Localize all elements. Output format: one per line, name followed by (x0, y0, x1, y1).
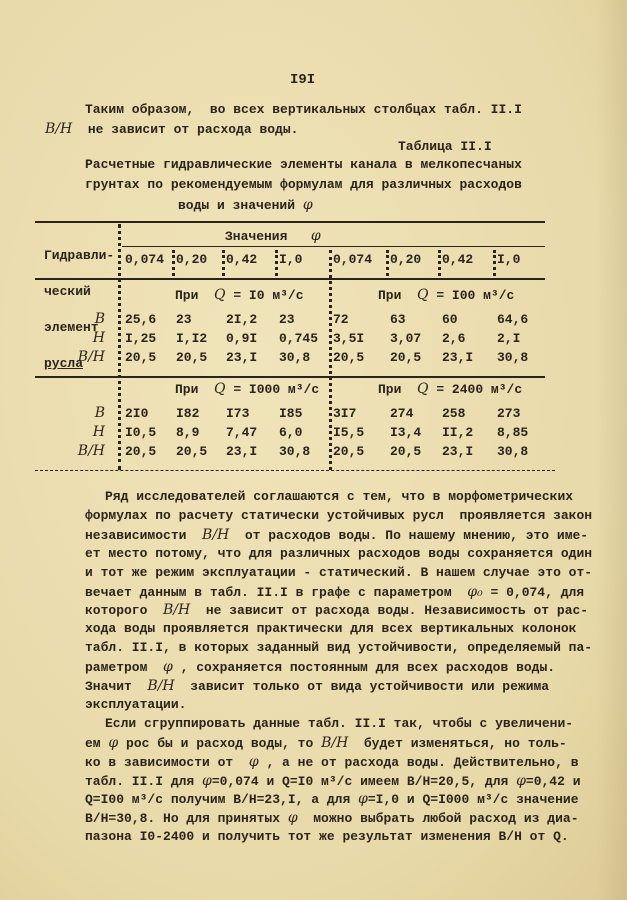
body-line (85, 508, 592, 524)
body-line (85, 546, 592, 562)
body-text-segment: не зависит от расхода воды. Независимость от рас- (190, 603, 589, 619)
body-line (85, 810, 579, 827)
discharge-caption (378, 287, 514, 304)
table-cell: 63 (390, 312, 406, 327)
table-cell: I73 (226, 406, 250, 421)
row-symbol: H (92, 330, 105, 346)
table-cell: 0,745 (279, 331, 319, 346)
q-symbol: Q (214, 381, 226, 397)
table-top-rule (35, 221, 545, 223)
caption-value: = I0 м³/с (233, 288, 304, 303)
math-symbol: B/H (202, 526, 230, 543)
table-cell: 273 (497, 406, 521, 421)
body-text-segment: ем (85, 735, 109, 751)
body-line (85, 659, 555, 676)
table-cell: 0,9I (226, 331, 258, 346)
table-cell: 23,I (226, 350, 258, 365)
q-symbol: Q (417, 381, 429, 397)
table-label: Таблица II.I (398, 139, 492, 154)
table-caption-2: грунтах по рекомендуемым формулам для различных расходов (85, 177, 522, 192)
body-text-segment: которого (85, 603, 164, 619)
math-symbol: φ (358, 791, 368, 808)
table-cell: 25,6 (125, 312, 157, 327)
col-separator (386, 250, 389, 276)
row-symbol: B/H (77, 349, 105, 365)
math-symbol: φ (163, 659, 173, 676)
body-line (85, 621, 576, 637)
table-cell: 20,5 (333, 444, 365, 459)
phi-value-header: 0,20 (176, 252, 208, 267)
body-text-segment: хода воды проявляется практически для всех вертикальных колонок (85, 621, 577, 637)
row-symbol: B/H (77, 443, 105, 459)
body-line (85, 791, 579, 808)
table-cell: 20,5 (333, 350, 365, 365)
body-text-segment: Если сгруппировать данные табл. II.I так, чтобы с увеличени- (105, 715, 574, 731)
row-header-line: Гидравли- (44, 248, 115, 263)
table-cell: 30,8 (279, 350, 311, 365)
body-line (105, 716, 573, 732)
caption-prefix: При (378, 288, 402, 303)
body-text-segment: независимости (85, 527, 203, 543)
row-header-line: русла (44, 356, 84, 371)
body-text-segment: раметром (85, 660, 164, 676)
math-symbol: φ (516, 772, 526, 789)
col-separator (493, 250, 496, 276)
col-separator (222, 250, 225, 276)
math-symbol: φ (248, 753, 259, 770)
table-cell: 30,8 (279, 444, 311, 459)
table-cell: 274 (390, 406, 414, 421)
body-text-segment: В/Н=30,8. Но для принятых (85, 811, 288, 827)
table-caption-1: Расчетные гидравлические элементы канала в мелкопесчаных (85, 157, 522, 172)
body-line (85, 584, 584, 601)
col-separator (172, 250, 175, 276)
body-text-segment: вечает данным в табл. II.I в графе с параметром (85, 584, 468, 600)
row-symbol: H (92, 424, 105, 440)
body-text-segment: =0,074 и Q=I0 м³/с имеем В/Н=20,5, для (211, 773, 517, 789)
table-cell: 72 (333, 312, 349, 327)
row-symbol: B (94, 311, 105, 327)
table-caption-3 (178, 197, 313, 214)
table-cell: 258 (442, 406, 466, 421)
table-cell: 60 (442, 312, 458, 327)
body-text-segment: формулах по расчету статически устойчивых русл проявляется закон (85, 507, 593, 523)
table-cell: I85 (279, 406, 303, 421)
body-text-segment: =I,0 и Q=I000 м³/с значение (367, 792, 579, 808)
body-text-segment: ко в зависимости от (85, 754, 249, 770)
page-number: I9I (290, 72, 316, 88)
body-text-segment: пазона I0-2400 и получить тот же результат изменения В/Н от Q. (85, 829, 569, 845)
table-cell: 23 (279, 312, 295, 327)
table-cell: 20,5 (390, 444, 422, 459)
values-header-text: Значения (225, 229, 288, 244)
phi-value-header: 0,20 (390, 252, 422, 267)
discharge-caption (378, 381, 522, 398)
caption-text: воды и значений (178, 198, 296, 213)
discharge-caption (175, 381, 319, 398)
body-line (85, 754, 579, 771)
body-line (85, 640, 592, 656)
table-cell: 23,I (442, 444, 474, 459)
caption-value: = 2400 м³/с (436, 382, 523, 397)
intro-text: не зависит от расхода воды. (72, 122, 299, 137)
col-separator (438, 250, 441, 276)
table-cell: 20,5 (125, 350, 157, 365)
page-edge-shadow (597, 0, 627, 900)
body-line (85, 527, 588, 544)
q-symbol: Q (417, 287, 429, 303)
table-cell: 30,8 (497, 444, 529, 459)
math-symbol: φ (108, 734, 119, 751)
values-header (225, 228, 321, 245)
body-text-segment: =0,42 и (525, 773, 581, 789)
body-text-segment: рос бы и расход воды, то (118, 735, 322, 751)
row-header-line: элемент (44, 320, 99, 335)
caption-value: = I00 м³/с (436, 288, 515, 303)
table-cell: 8,85 (497, 425, 529, 440)
table-cell: 2I,2 (226, 312, 258, 327)
body-line (85, 697, 186, 713)
body-line (85, 773, 581, 790)
table-cell: I82 (176, 406, 200, 421)
row-header (44, 226, 114, 394)
body-text-segment: = 0,074, для (482, 584, 585, 600)
col-separator (275, 250, 278, 276)
table-cell: 8,9 (176, 425, 200, 440)
header-rule (122, 246, 545, 247)
body-line (85, 565, 592, 581)
table-cell: 23,I (226, 444, 258, 459)
table-cell: 2,6 (442, 331, 466, 346)
table-cell: 23 (176, 312, 192, 327)
phi-value-header: I,0 (497, 252, 521, 267)
table-cell: 64,6 (497, 312, 529, 327)
body-line (85, 829, 569, 845)
body-text-segment: Q=I00 м³/с получим В/Н=23,I, а для (85, 792, 359, 808)
body-line (85, 735, 567, 752)
table-cell: I0,5 (125, 425, 157, 440)
intro-line-2 (45, 121, 298, 138)
body-text-segment: можно выбрать любой расход из диа- (297, 811, 579, 827)
body-text-segment: зависит только от вида устойчивости или режима (174, 679, 550, 694)
table-cell: 3I7 (333, 406, 357, 421)
body-text-segment: и тот же режим эксплуатации - статический. В нашем случае это от- (85, 564, 593, 580)
math-symbol: B/H (321, 734, 349, 751)
math-symbol: φ₀ (467, 583, 483, 600)
table-cell: II,2 (442, 425, 474, 440)
caption-value: = I000 м³/с (233, 382, 320, 397)
body-text-segment: табл. II.I, в которых заданный вид устойчивости, определяемый па- (85, 640, 593, 656)
row-header-separator (118, 224, 121, 470)
body-text-segment: Значит (85, 679, 148, 694)
table-cell: 3,5I (333, 331, 365, 346)
table-bottom-rule (35, 470, 555, 471)
body-text-segment: эксплуатации. (85, 696, 187, 712)
half-separator (329, 250, 332, 470)
math-symbol: φ (202, 772, 212, 789)
table-cell: I5,5 (333, 425, 365, 440)
body-text-segment: , а не от расхода воды. Действительно, в (258, 754, 579, 770)
body-line (85, 602, 588, 619)
math-symbol: φ (287, 810, 298, 827)
body-text-segment: , сохраняется постоянным для всех расходов воды. (172, 660, 556, 676)
table-cell: 23,I (442, 350, 474, 365)
body-line (85, 678, 549, 695)
row-symbol: B (94, 405, 105, 421)
body-text-segment: будет изменяться, но толь- (348, 735, 567, 751)
math-symbol: B/H (163, 602, 191, 619)
table-cell: 20,5 (176, 444, 208, 459)
body-text-segment: ет место потому, что для различных расходов воды сохраняется один (85, 545, 593, 561)
phi-value-header: 0,074 (333, 252, 373, 267)
table-cell: 20,5 (176, 350, 208, 365)
table-cell: 2I0 (125, 406, 149, 421)
table-cell: 20,5 (390, 350, 422, 365)
caption-prefix: При (175, 288, 199, 303)
body-line (105, 489, 573, 505)
table-cell: 3,07 (390, 331, 422, 346)
caption-prefix: При (378, 382, 402, 397)
discharge-caption (175, 287, 304, 304)
table-cell: I,I2 (176, 331, 208, 346)
bh-symbol: B/H (45, 121, 73, 137)
table-cell: 7,47 (226, 425, 258, 440)
phi-symbol: φ (302, 197, 313, 213)
phi-value-header: 0,074 (125, 252, 165, 267)
table-cell: I,25 (125, 331, 157, 346)
math-symbol: B/H (147, 678, 175, 694)
table-cell: 30,8 (497, 350, 529, 365)
phi-symbol: φ (310, 228, 321, 244)
body-text-segment: Ряд исследователей соглашаются с тем, что в морфометрических (105, 489, 574, 504)
intro-line-1: Таким образом, во всех вертикальных столбцах табл. II.I (85, 102, 522, 117)
phi-value-header: 0,42 (442, 252, 474, 267)
phi-value-header: I,0 (279, 252, 303, 267)
body-text-segment: от расходов воды. По нашему мнению, это име- (229, 527, 589, 543)
table-cell: 2,I (497, 331, 521, 346)
body-text-segment: табл. II.I для (85, 773, 203, 789)
q-symbol: Q (214, 287, 226, 303)
table-cell: 20,5 (125, 444, 157, 459)
caption-prefix: При (175, 382, 199, 397)
phi-value-header: 0,42 (226, 252, 258, 267)
table-cell: I3,4 (390, 425, 422, 440)
row-header-line: ческий (44, 284, 91, 299)
table-cell: 6,0 (279, 425, 303, 440)
